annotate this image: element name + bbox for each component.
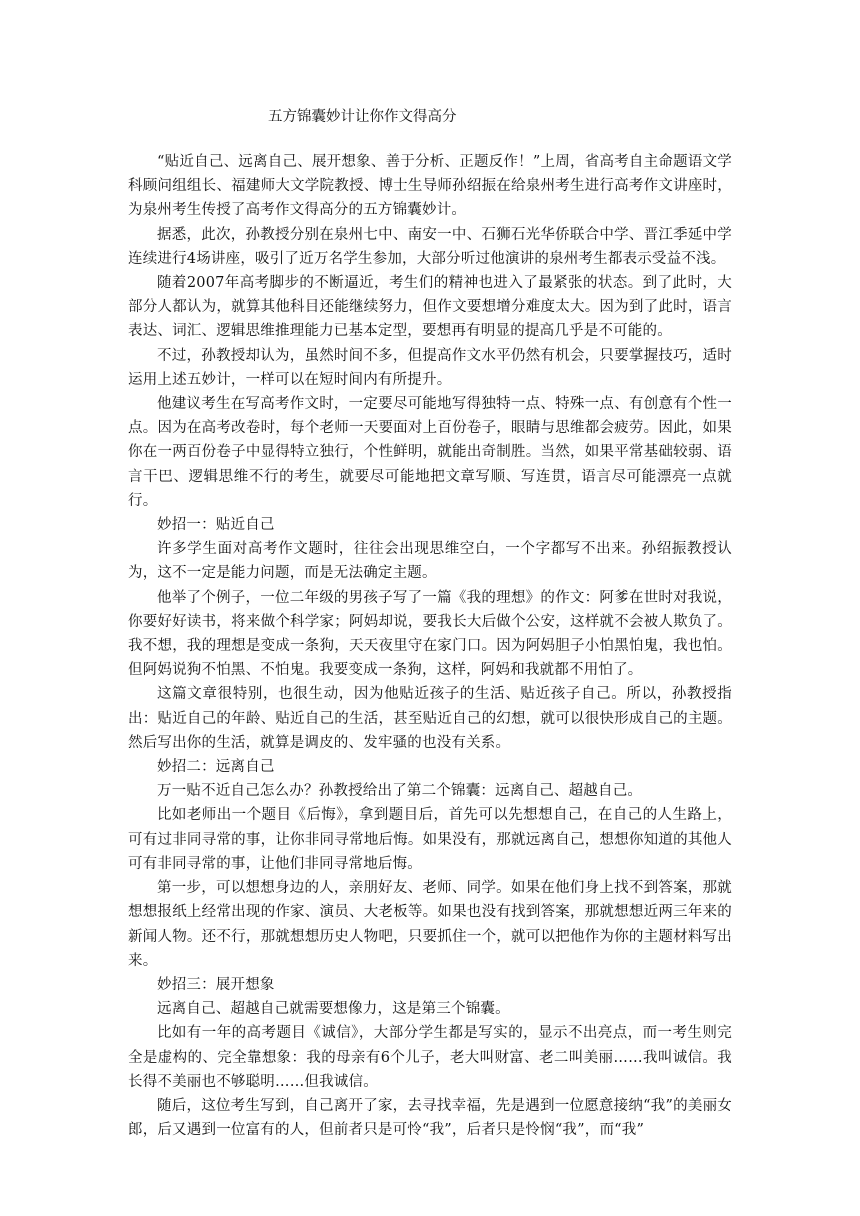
paragraph: 随后，这位考生写到，自己离开了家，去寻找幸福，先是遇到一位愿意接纳“我”的美丽女郎，后又遇到一位富有的人，但前者只是可怜“我”，后者只是怜悯“我”，而“我” [128,1097,732,1139]
paragraph: 他建议考生在写高考作文时，一定要尽可能地写得独特一点、特殊一点、有创意有个性一点。因为在高考改卷时，每个老师一天要面对上百份卷子，眼睛与思维都会疲劳。因此，如果你在一两百份卷子中显得特立独行，个性鲜明，就能出奇制胜。当然，如果平常基础较弱、语言干巴、逻辑思维不行的考生，就要尽可能地把文章写顺、写连贯，语言尽可能漂亮一点就行。 [128,396,732,509]
section-heading: 妙招二：远离自己 [157,759,275,776]
paragraph: 万一贴不近自己怎么办？孙教授给出了第二个锦囊：远离自己、超越自己。 [157,783,643,800]
section-heading: 妙招一：贴近自己 [157,517,275,534]
paragraph: 不过，孙教授却认为，虽然时间不多，但提高作文水平仍然有机会，只要掌握技巧，适时运用上述五妙计，一样可以在短时间内有所提升。 [128,347,732,388]
paragraph: 这篇文章很特别，也很生动，因为他贴近孩子的生活、贴近孩子自己。所以，孙教授指出：贴近自己的年龄、贴近自己的生活，甚至贴近自己的幻想，就可以很快形成自己的主题。然后写出你的生活，就算是调皮的、发牢骚的也没有关系。 [128,686,732,751]
paragraph: 许多学生面对高考作文题时，往往会出现思维空白，一个字都写不出来。孙绍振教授认为，这不一定是能力问题，而是无法确定主题。 [128,541,732,582]
paragraph: “贴近自己、远离自己、展开想象、善于分析、正题反作！”上周，省高考自主命题语文学科顾问组组长、福建师大文学院教授、博士生导师孙绍振在给泉州考生进行高考作文讲座时，为泉州考生传授了高考作文得高分的五方锦囊妙计。 [128,154,732,219]
paragraph: 比如有一年的高考题目《诚信》，大部分学生都是写实的，显示不出亮点，而一考生则完全是虚构的、完全靠想象：我的母亲有6个儿子，老大叫财富、老二叫美丽……我叫诚信。我长得不美丽也不够聪明……但我诚信。 [128,1025,732,1090]
paragraph: 他举了个例子，一位二年级的男孩子写了一篇《我的理想》的作文：阿爹在世时对我说，你要好好读书，将来做个科学家；阿妈却说，要我长大后做个公安，这样就不会被人欺负了。我不想，我的理想是变成一条狗，天天夜里守在家门口。因为阿妈胆子小怕黑怕鬼，我也怕。但阿妈说狗不怕黑、不怕鬼。我要变成一条狗，这样，阿妈和我就都不用怕了。 [128,589,732,679]
document-body [128,150,732,1142]
paragraph: 第一步，可以想想身边的人，亲朋好友、老师、同学。如果在他们身上找不到答案，那就想想报纸上经常出现的作家、演员、大老板等。如果也没有找到答案，那就想想近两三年来的新闻人物。还不行，那就想想历史人物吧，只要抓住一个，就可以把他作为你的主题材料写出来。 [128,880,732,969]
paragraph: 随着2007年高考脚步的不断逼近，考生们的精神也进入了最紧张的状态。到了此时，大部分人都认为，就算其他科目还能继续努力，但作文要想增分难度太大。因为到了此时，语言表达、词汇、逻辑思维推理能力已基本定型，要想再有明显的提高几乎是不可能的。 [128,275,732,340]
document-title: 五方锦囊妙计让你作文得高分 [268,109,457,125]
paragraph: 据悉，此次，孙教授分别在泉州七中、南安一中、石狮石光华侨联合中学、晋江季延中学连续进行4场讲座，吸引了近万名学生参加，大部分听过他演讲的泉州考生都表示受益不浅。 [128,226,732,267]
paragraph: 远离自己、超越自己就需要想像力，这是第三个锦囊。 [157,1001,510,1018]
paragraph: 比如老师出一个题目《后悔》，拿到题目后，首先可以先想想自己，在自己的人生路上，可有过非同寻常的事，让你非同寻常地后悔。如果没有，那就远离自己，想想你知道的其他人可有非同寻常的事，让他们非同寻常地后悔。 [128,807,732,872]
section-heading: 妙招三：展开想象 [157,976,275,993]
